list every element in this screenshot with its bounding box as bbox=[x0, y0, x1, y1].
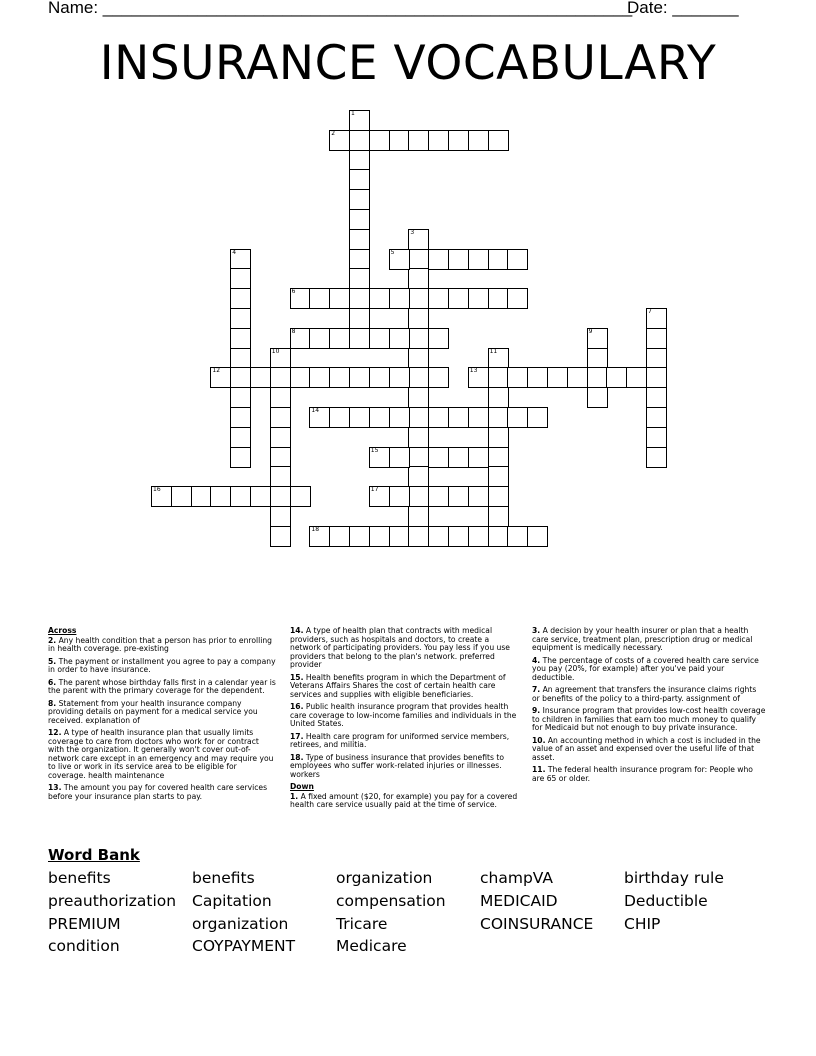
crossword-cell[interactable] bbox=[428, 328, 449, 349]
crossword-cell[interactable] bbox=[448, 249, 469, 270]
crossword-cell[interactable] bbox=[171, 486, 192, 507]
crossword-cell[interactable] bbox=[389, 249, 410, 270]
crossword-cell[interactable] bbox=[329, 526, 350, 547]
word-bank-item: Capitation bbox=[192, 892, 272, 910]
word-bank-item: Medicare bbox=[336, 937, 407, 955]
crossword-cell[interactable] bbox=[329, 130, 350, 151]
crossword-cell[interactable] bbox=[587, 328, 608, 349]
crossword-cell[interactable] bbox=[270, 427, 291, 448]
crossword-cell[interactable] bbox=[270, 506, 291, 527]
crossword-cell[interactable] bbox=[408, 288, 429, 309]
crossword-cell[interactable] bbox=[290, 367, 311, 388]
crossword-cell[interactable] bbox=[349, 189, 370, 210]
crossword-cell[interactable] bbox=[646, 447, 667, 468]
clue-across-13: 13. The amount you pay for covered health care services before your insurance plan starts to pay. bbox=[48, 783, 268, 801]
crossword-cell[interactable] bbox=[349, 288, 370, 309]
crossword-cell[interactable] bbox=[230, 249, 251, 270]
clue-number: 3 bbox=[410, 228, 415, 236]
crossword-cell[interactable] bbox=[389, 288, 410, 309]
crossword-cell[interactable] bbox=[408, 447, 429, 468]
clue-across-17: 17. Health care program for uniformed service members, retirees, and militia. bbox=[290, 731, 510, 749]
crossword-cell[interactable] bbox=[230, 387, 251, 408]
crossword-cell[interactable] bbox=[448, 526, 469, 547]
clue-number: 6 bbox=[291, 288, 296, 296]
crossword-cell[interactable] bbox=[349, 328, 370, 349]
crossword-cell[interactable] bbox=[408, 407, 429, 428]
clue-number: 16 bbox=[153, 486, 161, 494]
word-bank-item: benefits bbox=[48, 869, 111, 887]
name-field-label: Name: ________________________________________________________ bbox=[48, 0, 633, 17]
crossword-cell[interactable] bbox=[230, 447, 251, 468]
clue-across-2: 2. Any health condition that a person has prior to enrolling in health coverage. pre-existing bbox=[48, 635, 272, 653]
crossword-cell[interactable] bbox=[408, 466, 429, 487]
crossword-cell[interactable] bbox=[507, 249, 528, 270]
crossword-cell[interactable] bbox=[329, 367, 350, 388]
crossword-cell[interactable] bbox=[230, 348, 251, 369]
crossword-cell[interactable] bbox=[468, 130, 489, 151]
crossword-cell[interactable] bbox=[349, 150, 370, 171]
word-bank-item: compensation bbox=[336, 892, 446, 910]
clues-column-3 bbox=[532, 627, 766, 787]
crossword-cell[interactable] bbox=[230, 427, 251, 448]
crossword-cell[interactable] bbox=[369, 288, 390, 309]
word-bank-item: champVA bbox=[480, 869, 553, 887]
crossword-cell[interactable] bbox=[270, 447, 291, 468]
crossword-cell[interactable] bbox=[527, 526, 548, 547]
crossword-cell[interactable] bbox=[349, 229, 370, 250]
clue-number: 4 bbox=[232, 248, 237, 256]
crossword-cell[interactable] bbox=[290, 328, 311, 349]
crossword-cell[interactable] bbox=[230, 367, 251, 388]
crossword-cell[interactable] bbox=[309, 526, 330, 547]
crossword-cell[interactable] bbox=[191, 486, 212, 507]
crossword-cell[interactable] bbox=[488, 407, 509, 428]
clue-number: 5 bbox=[390, 248, 395, 256]
word-bank-item: CHIP bbox=[624, 915, 661, 933]
crossword-cell[interactable] bbox=[448, 288, 469, 309]
crossword-cell[interactable] bbox=[230, 268, 251, 289]
clue-across-12: 12. A type of health insurance plan that usually limits coverage to care from doctors who work for or contract with the organization. It generally won't cover out-of-network care except in an emergency and may require you to live or work in its service area to be eligible for coverage. health maintenance bbox=[48, 728, 274, 780]
clue-number: 13 bbox=[469, 367, 478, 375]
crossword-cell[interactable] bbox=[448, 407, 469, 428]
word-bank-item: benefits bbox=[192, 869, 255, 887]
crossword-cell[interactable] bbox=[389, 130, 410, 151]
crossword-cell[interactable] bbox=[290, 486, 311, 507]
date-field-label: Date: _______ bbox=[627, 0, 739, 17]
crossword-cell[interactable] bbox=[369, 447, 390, 468]
crossword-cell[interactable] bbox=[369, 407, 390, 428]
word-bank-item: birthday rule bbox=[624, 869, 724, 887]
crossword-cell[interactable] bbox=[349, 407, 370, 428]
crossword-cell[interactable] bbox=[349, 268, 370, 289]
crossword-cell[interactable] bbox=[428, 367, 449, 388]
crossword-cell[interactable] bbox=[587, 387, 608, 408]
crossword-cell[interactable] bbox=[408, 427, 429, 448]
crossword-cell[interactable] bbox=[507, 407, 528, 428]
crossword-cell[interactable] bbox=[507, 288, 528, 309]
crossword-cell[interactable] bbox=[309, 407, 330, 428]
crossword-cell[interactable] bbox=[408, 367, 429, 388]
clue-across-8: 8. Statement from your health insurance company providing details on payment for a medical service you received. explanation of bbox=[48, 698, 258, 725]
clue-number: 15 bbox=[370, 446, 379, 454]
crossword-cell[interactable] bbox=[488, 130, 509, 151]
clue-across-18: 18. Type of business insurance that provides benefits to employees who suffer work-related injuries or illnesses. workers bbox=[290, 752, 504, 779]
crossword-cell[interactable] bbox=[349, 209, 370, 230]
crossword-cell[interactable] bbox=[408, 249, 429, 270]
crossword-cell[interactable] bbox=[210, 367, 231, 388]
crossword-cell[interactable] bbox=[468, 526, 489, 547]
clue-down-9: 9. Insurance program that provides low-cost health coverage to children in families that earn too much money to qualify for Medicaid but not enough to buy private insurance. bbox=[532, 706, 766, 732]
clue-number: 2 bbox=[331, 129, 336, 137]
crossword-cell[interactable] bbox=[270, 407, 291, 428]
crossword-cell[interactable] bbox=[408, 328, 429, 349]
crossword-cell[interactable] bbox=[606, 367, 627, 388]
crossword-cell[interactable] bbox=[389, 486, 410, 507]
crossword-cell[interactable] bbox=[646, 387, 667, 408]
down-heading: Down bbox=[290, 782, 314, 791]
crossword-cell[interactable] bbox=[230, 486, 251, 507]
crossword-cell[interactable] bbox=[448, 130, 469, 151]
crossword-cell[interactable] bbox=[408, 387, 429, 408]
crossword-cell[interactable] bbox=[309, 288, 330, 309]
crossword-cell[interactable] bbox=[507, 367, 528, 388]
crossword-cell[interactable] bbox=[527, 407, 548, 428]
crossword-cell[interactable] bbox=[349, 526, 370, 547]
crossword-cell[interactable] bbox=[468, 249, 489, 270]
clue-number: 1 bbox=[351, 110, 355, 117]
crossword-cell[interactable] bbox=[349, 110, 370, 131]
clue-across-16: 16. Public health insurance program that provides health care coverage to low-income families and individuals in the United States. bbox=[290, 702, 517, 728]
crossword-cell[interactable] bbox=[230, 407, 251, 428]
crossword-cell[interactable] bbox=[270, 367, 291, 388]
crossword-cell[interactable] bbox=[547, 367, 568, 388]
clue-across-14: 14. A type of health plan that contracts with medical providers, such as hospitals and doctors, to create a network of participating providers. You pay less if you use providers that belong to the plan's network. preferred provider bbox=[290, 626, 510, 669]
crossword-cell[interactable] bbox=[369, 130, 390, 151]
crossword-cell[interactable] bbox=[626, 367, 647, 388]
clue-number: 14 bbox=[311, 407, 320, 414]
crossword-cell[interactable] bbox=[428, 486, 449, 507]
word-bank-item: Deductible bbox=[624, 892, 708, 910]
crossword-cell[interactable] bbox=[329, 328, 350, 349]
crossword-cell[interactable] bbox=[408, 229, 429, 250]
crossword-cell[interactable] bbox=[448, 447, 469, 468]
crossword-cell[interactable] bbox=[488, 447, 509, 468]
word-bank-item: MEDICAID bbox=[480, 892, 558, 910]
crossword-cell[interactable] bbox=[210, 486, 231, 507]
clue-across-5: 5. The payment or installment you agree to pay a company in order to have insurance. bbox=[48, 656, 276, 674]
crossword-cell[interactable] bbox=[428, 288, 449, 309]
crossword-cell[interactable] bbox=[646, 427, 667, 448]
clue-number: 17 bbox=[370, 486, 379, 494]
crossword-cell[interactable] bbox=[468, 486, 489, 507]
crossword-cell[interactable] bbox=[270, 387, 291, 408]
word-bank-item: organization bbox=[336, 869, 433, 887]
crossword-cell[interactable] bbox=[646, 328, 667, 349]
crossword-cell[interactable] bbox=[488, 367, 509, 388]
crossword-cell[interactable] bbox=[428, 130, 449, 151]
crossword-cell[interactable] bbox=[408, 348, 429, 369]
crossword-cell[interactable] bbox=[488, 249, 509, 270]
crossword-cell[interactable] bbox=[587, 348, 608, 369]
clue-across-6: 6. The parent whose birthday falls first in a calendar year is the parent with the primary coverage for the dependent. bbox=[48, 677, 276, 695]
crossword-cell[interactable] bbox=[488, 288, 509, 309]
crossword-cell[interactable] bbox=[646, 308, 667, 329]
clue-number: 18 bbox=[311, 525, 320, 533]
crossword-cell[interactable] bbox=[349, 249, 370, 270]
clue-number: 7 bbox=[648, 308, 652, 315]
clue-number: 8 bbox=[291, 327, 296, 335]
crossword-cell[interactable] bbox=[389, 328, 410, 349]
clue-number: 12 bbox=[212, 367, 221, 375]
word-bank-item: preauthorization bbox=[48, 892, 177, 910]
clue-down-4: 4. The percentage of costs of a covered health care service you pay (20%, for example) after you've paid your deductible. bbox=[532, 655, 759, 682]
crossword-cell[interactable] bbox=[408, 308, 429, 329]
clue-number: 11 bbox=[489, 347, 498, 355]
clue-down-7: 7. An agreement that transfers the insurance claims rights or benefits of the policy to a third-party. assignment of bbox=[532, 685, 757, 703]
word-bank-title: Word Bank bbox=[48, 846, 140, 864]
crossword-cell[interactable] bbox=[428, 526, 449, 547]
crossword-cell[interactable] bbox=[567, 367, 588, 388]
crossword-cell[interactable] bbox=[408, 526, 429, 547]
crossword-cell[interactable] bbox=[468, 447, 489, 468]
crossword-cell[interactable] bbox=[270, 526, 291, 547]
crossword-cell[interactable] bbox=[270, 486, 291, 507]
word-bank-item: COINSURANCE bbox=[480, 915, 594, 933]
page-title: INSURANCE VOCABULARY bbox=[99, 36, 717, 91]
crossword-cell[interactable] bbox=[369, 486, 390, 507]
clues-column-1 bbox=[48, 627, 276, 805]
crossword-cell[interactable] bbox=[369, 526, 390, 547]
crossword-cell[interactable] bbox=[270, 466, 291, 487]
crossword-cell[interactable] bbox=[488, 387, 509, 408]
clue-number: 9 bbox=[588, 327, 593, 335]
word-bank-item: PREMIUM bbox=[48, 915, 121, 933]
crossword-cell[interactable] bbox=[468, 407, 489, 428]
crossword-cell[interactable] bbox=[349, 169, 370, 190]
crossword-cell[interactable] bbox=[270, 348, 291, 369]
word-bank-item: condition bbox=[48, 937, 120, 955]
word-bank-item: Tricare bbox=[336, 915, 388, 933]
crossword-cell[interactable] bbox=[646, 348, 667, 369]
crossword-cell[interactable] bbox=[369, 367, 390, 388]
across-heading: Across bbox=[48, 626, 77, 635]
crossword-cell[interactable] bbox=[389, 367, 410, 388]
crossword-cell[interactable] bbox=[488, 466, 509, 487]
crossword-cell[interactable] bbox=[230, 328, 251, 349]
crossword-cell[interactable] bbox=[290, 288, 311, 309]
crossword-cell[interactable] bbox=[309, 367, 330, 388]
crossword-cell[interactable] bbox=[488, 526, 509, 547]
crossword-cell[interactable] bbox=[408, 486, 429, 507]
crossword-cell[interactable] bbox=[488, 486, 509, 507]
crossword-cell[interactable] bbox=[646, 367, 667, 388]
crossword-cell[interactable] bbox=[151, 486, 172, 507]
crossword-cell[interactable] bbox=[468, 288, 489, 309]
crossword-cell[interactable] bbox=[389, 407, 410, 428]
crossword-cell[interactable] bbox=[329, 407, 350, 428]
crossword-cell[interactable] bbox=[646, 407, 667, 428]
crossword-cell[interactable] bbox=[488, 348, 509, 369]
crossword-cell[interactable] bbox=[527, 367, 548, 388]
clue-down-11: 11. The federal health insurance program for: People who are 65 or older. bbox=[532, 765, 753, 783]
clue-down-1: 1. A fixed amount ($20, for example) you pay for a covered health care service usually paid at the time of service. bbox=[290, 791, 518, 809]
crossword-cell[interactable] bbox=[408, 506, 429, 527]
crossword-cell[interactable] bbox=[507, 526, 528, 547]
crossword-cell[interactable] bbox=[428, 407, 449, 428]
crossword-cell[interactable] bbox=[230, 308, 251, 329]
crossword-cell[interactable] bbox=[349, 367, 370, 388]
crossword-cell[interactable] bbox=[428, 447, 449, 468]
clue-across-15: 15. Health benefits program in which the Department of Veterans Affairs Shares the cost of certain health care services and supplies with eligible beneficiaries. bbox=[290, 672, 506, 699]
crossword-cell[interactable] bbox=[587, 367, 608, 388]
crossword-cell[interactable] bbox=[428, 249, 449, 270]
crossword-cell[interactable] bbox=[488, 427, 509, 448]
crossword-cell[interactable] bbox=[309, 328, 330, 349]
crossword-cell[interactable] bbox=[488, 506, 509, 527]
crossword-cell[interactable] bbox=[468, 367, 489, 388]
crossword-cell[interactable] bbox=[230, 288, 251, 309]
crossword-cell[interactable] bbox=[250, 486, 271, 507]
crossword-cell[interactable] bbox=[349, 130, 370, 151]
clue-down-10: 10. An accounting method in which a cost is included in the value of an asset and expensed over the useful life of that asset. bbox=[532, 735, 761, 762]
crossword-cell[interactable] bbox=[408, 130, 429, 151]
crossword-cell[interactable] bbox=[329, 288, 350, 309]
crossword-cell[interactable] bbox=[448, 486, 469, 507]
crossword-cell[interactable] bbox=[389, 526, 410, 547]
crossword-cell[interactable] bbox=[369, 328, 390, 349]
word-bank-item: organization bbox=[192, 915, 289, 933]
crossword-cell[interactable] bbox=[250, 367, 271, 388]
clue-down-3: 3. A decision by your health insurer or plan that a health care service, treatment plan, prescription drug or medical equipment is medically necessary. bbox=[532, 626, 753, 652]
word-bank-item: COYPAYMENT bbox=[192, 937, 296, 955]
crossword-cell[interactable] bbox=[408, 268, 429, 289]
clues-column-2 bbox=[290, 627, 520, 814]
crossword-cell[interactable] bbox=[349, 308, 370, 329]
clue-number: 10 bbox=[271, 347, 280, 355]
crossword-cell[interactable] bbox=[389, 447, 410, 468]
